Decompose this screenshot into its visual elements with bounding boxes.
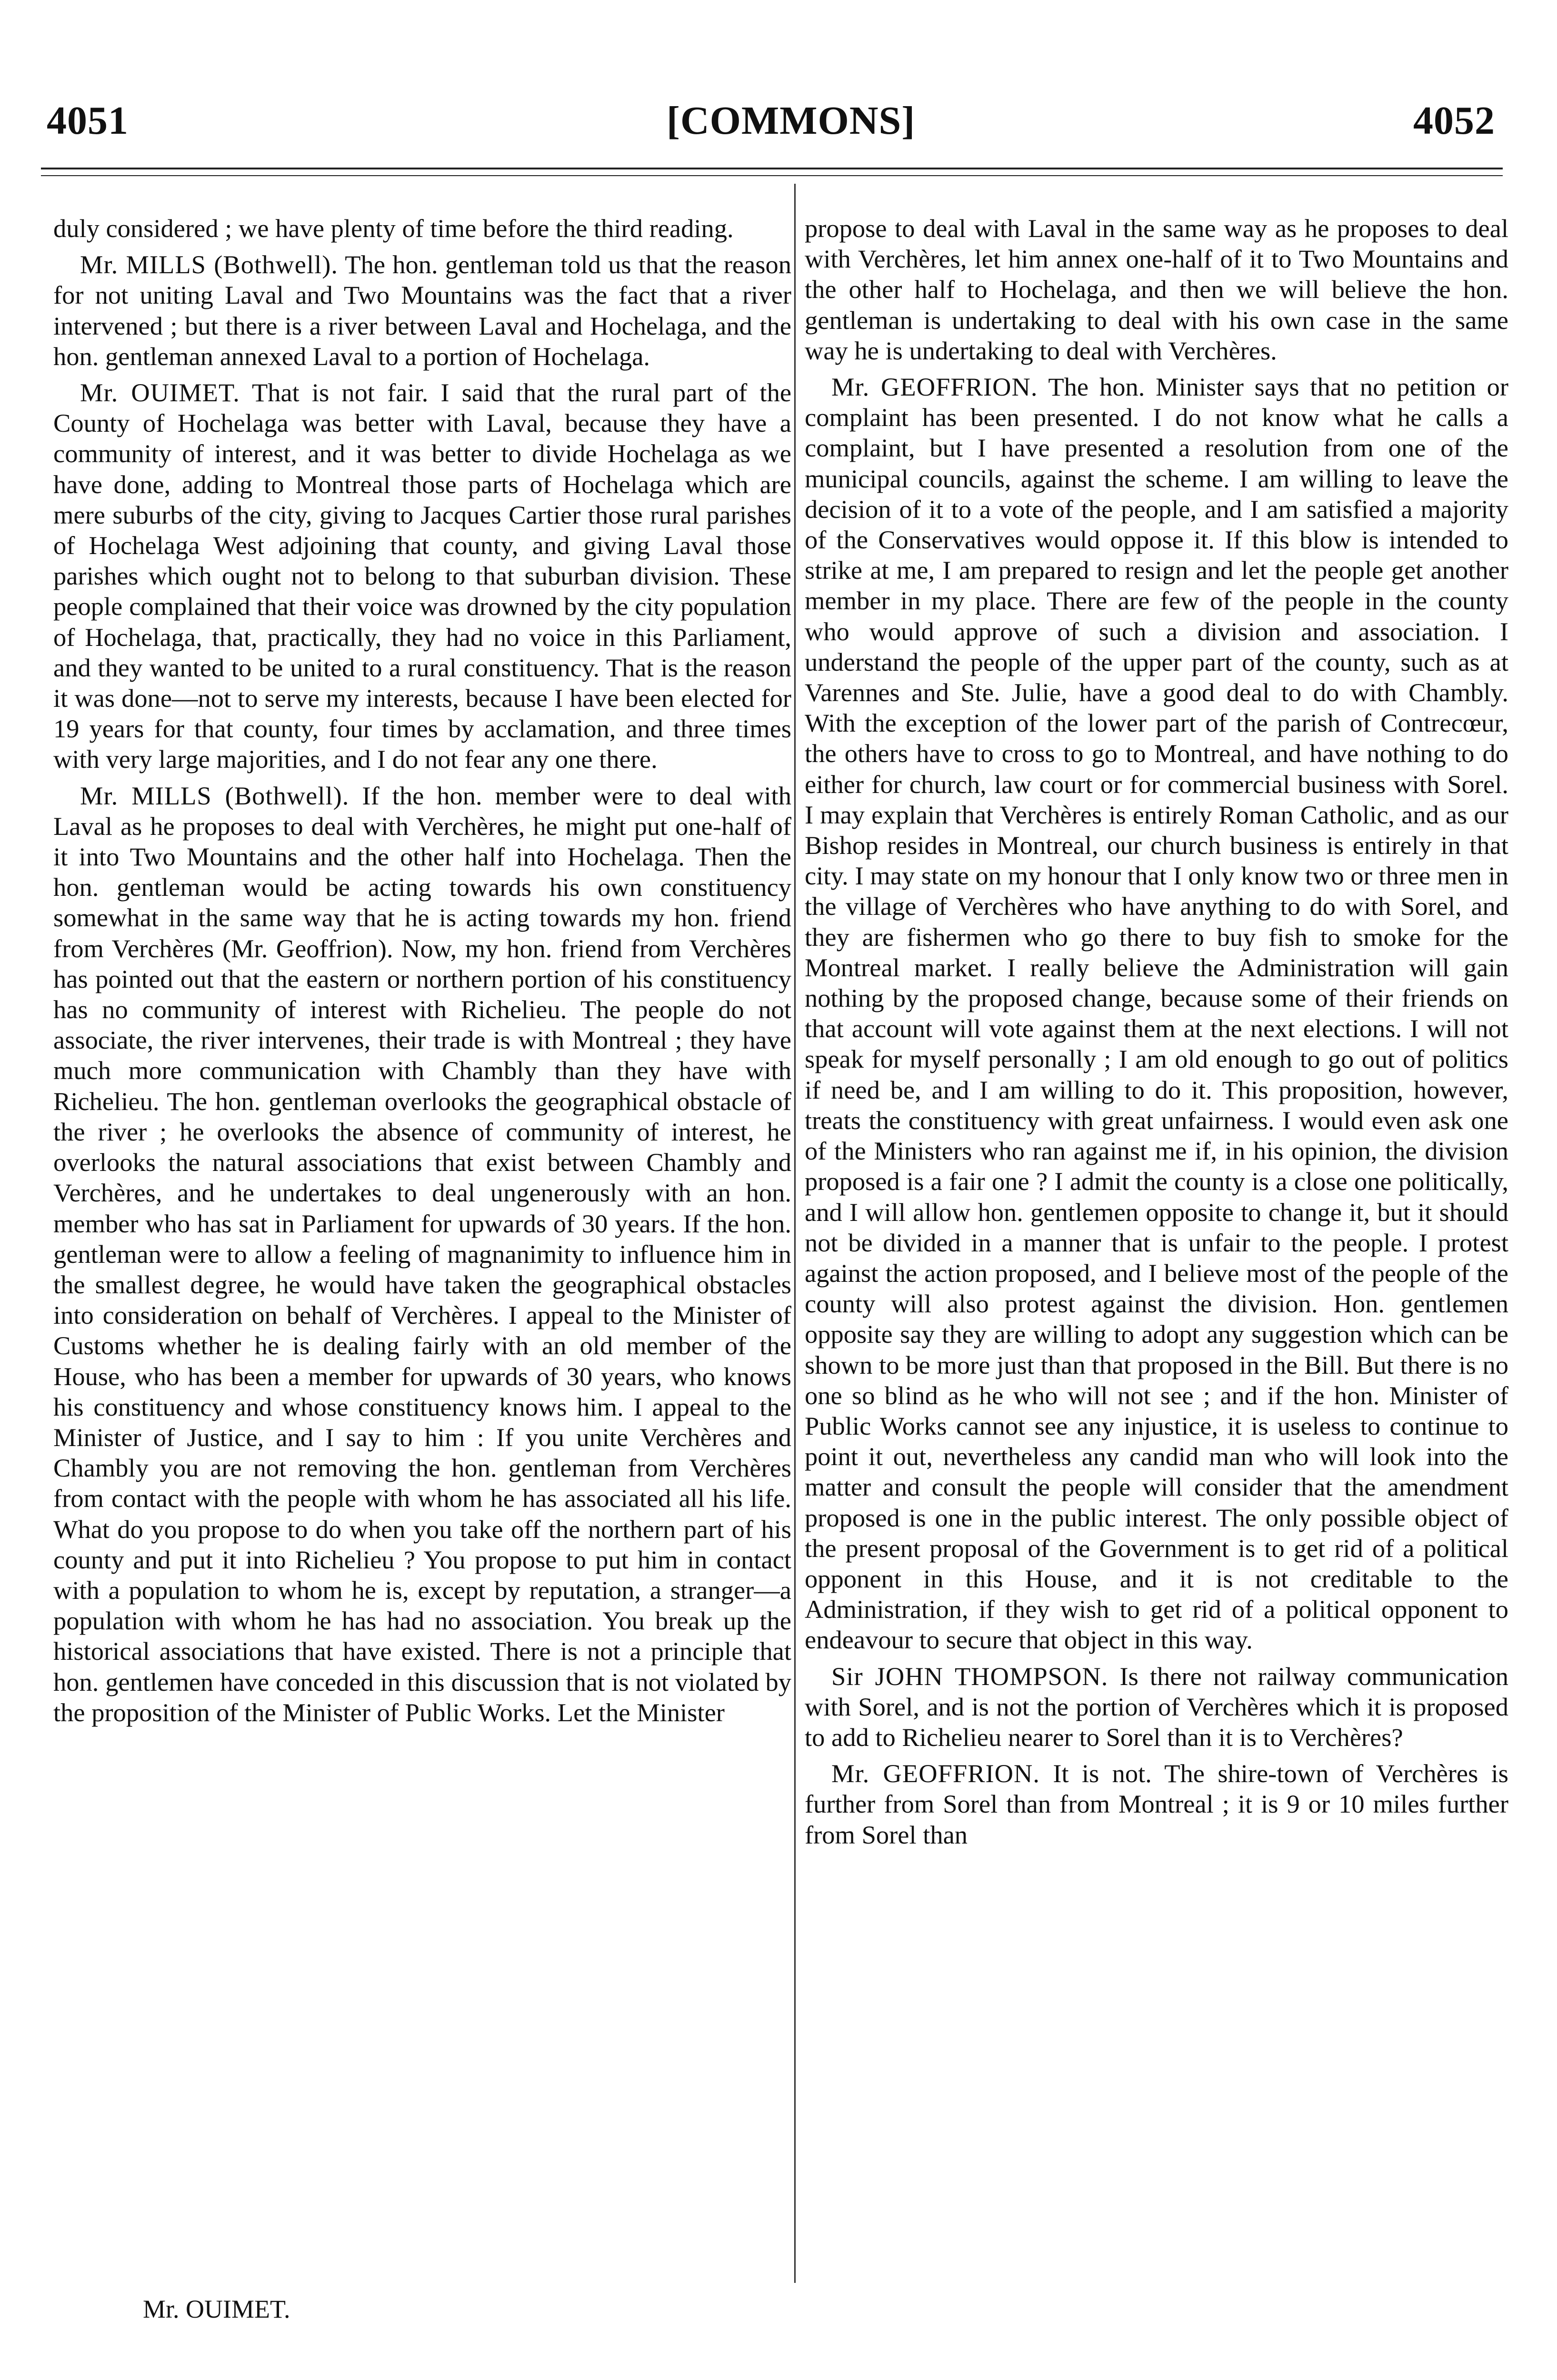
speaker-name: Mr. MILLS (Bothwell). bbox=[80, 250, 338, 279]
paragraph-text: The hon. Minister says that no petition or complaint has been presented. I do not know what he calls a complaint, but I have presented a resolution from one of the municipal councils, against the scheme. I am willing to leave the decision of it to a vote of the people, and I am satisfied a majority of the Conservatives would oppose it. If this blow is intended to strike at me, I am prepared to resign and let the people get another member in my place. There are few of the people in the county who would approve of such a division and association. I understand the people of the upper part of the county, such as at Varennes and Ste. Julie, have a good deal to do with Chambly. With the exception of the lower part of the parish of Contrecœur, the others have to cross to go to Montreal, and have nothing to do either for church, law court or for commercial business with Sorel. I may explain that Verchères is entirely Roman Catholic, and as our Bishop resides in Montreal, our church business is entirely in that city. I may state on my honour that I only know two or three men in the village of Verchères who have anything to do with Sorel, and they are fishermen who go there to buy fish to smoke for the Montreal market. I really believe the Administration will gain nothing by the proposed change, because some of their friends on that account will vote against them at the next elections. I will not speak for myself personally ; I am old enough to go out of politics if need be, and I am willing to do it. This proposition, however, treats the constituency with great unfairness. I would even ask one of the Ministers who ran against me if, in his opinion, the division proposed is a fair one ? I admit the county is a close one politically, and I will allow hon. gentlemen opposite to change it, but it should not be divided in a manner that is unfair to the people. I protest against the action proposed, and I believe most of the people of the county will also protest against the division. Hon. gentlemen opposite say they are willing to adopt any suggestion which can be shown to be more just than that proposed in the Bill. But there is no one so blind as he who will not see ; and if the hon. Minister of Public Works cannot see any injustice, it is useless to continue to point it out, nevertheless any candid man who will look into the matter and consult the people will consider that the amendment proposed is one in the public interest. The only possible object of the present proposal of the Government is to get rid of a political opponent in this House, and it is not creditable to the Administration, if they wish to get rid of a political opponent to endeavour to secure that object in this way. bbox=[805, 372, 1508, 1655]
speaker-name: Mr. GEOFFRION. bbox=[831, 372, 1038, 402]
right-column bbox=[805, 213, 1508, 2298]
page-number-left: 4051 bbox=[47, 99, 129, 143]
header-rule bbox=[41, 168, 1503, 169]
paragraph-text: It is not. The shire-town of Verchères is further from Sorel than from Montreal ; it is 9 or 10 miles further from Sorel than bbox=[805, 1759, 1508, 1849]
paragraph bbox=[53, 213, 791, 244]
paragraph bbox=[805, 1661, 1508, 1753]
speaker-name: Mr. GEOFFRION. bbox=[831, 1759, 1040, 1788]
paragraph-text: That is not fair. I said that the rural part of the County of Hochelaga was better with Laval, because they have a community of interest, and it was better to divide Hochelaga as we have done, adding to Montreal those parts of Hochelaga which are mere suburbs of the city, giving to Jacques Cartier those rural parishes of Hochelaga West adjoining that county, and giving Laval those parishes which ought not to belong to that suburban division. These people complained that their voice was drowned by the city population of Hochelaga, that, practically, they had no voice in this Parliament, and they wanted to be united to a rural constituency. That is the reason it was done—not to serve my interests, because I have been elected for 19 years for that county, four times by acclamation, and three times with very large majorities, and I do not fear any one there. bbox=[53, 378, 791, 774]
paragraph-text: duly considered ; we have plenty of time before the third reading. bbox=[53, 214, 734, 243]
paragraph bbox=[53, 781, 791, 1728]
speaker-name: Mr. OUIMET. bbox=[80, 378, 240, 407]
paragraph bbox=[53, 249, 791, 372]
page-number-right: 4052 bbox=[1413, 99, 1495, 143]
left-column bbox=[53, 213, 791, 2298]
paragraph bbox=[805, 372, 1508, 1656]
running-header: [COMMONS] bbox=[667, 99, 916, 143]
paragraph-text: propose to deal with Laval in the same way as he proposes to deal with Verchères, let him annex one-half of it to Two Mountains and the other half to Hochelaga, and then we will believe the hon. gentleman is undertaking to deal with his own case in the same way he is undertaking to deal with Verchères. bbox=[805, 214, 1508, 365]
header-rule-thin bbox=[41, 175, 1503, 176]
speaker-name: Mr. MILLS (Bothwell). bbox=[80, 781, 349, 810]
speaker-name: Sir JOHN THOMPSON. bbox=[831, 1661, 1108, 1691]
paragraph-text: Is there not railway communication with Sorel, and is not the portion of Verchères which it is proposed to add to Richelieu nearer to Sorel than it is to Verchères? bbox=[805, 1661, 1508, 1752]
paragraph bbox=[805, 213, 1508, 366]
paragraph-text: The hon. gentleman told us that the reason for not uniting Laval and Two Mountains was the fact that a river intervened ; but there is a river between Laval and Hochelaga, and the hon. gentleman annexed Laval to a portion of Hochelaga. bbox=[53, 250, 791, 371]
paragraph bbox=[53, 377, 791, 775]
paragraph-text: If the hon. member were to deal with Laval as he proposes to deal with Verchères, he might put one-half of it into Two Mountains and the other half into Hochelaga. Then the hon. gentleman would be acting towards his own constituency somewhat in the same way that he is acting towards my hon. friend from Verchères (Mr. Geoffrion). Now, my hon. friend from Verchères has pointed out that the eastern or northern portion of his constituency has no community of interest with Richelieu. The people do not associate, the river intervenes, their trade is with Montreal ; they have much more communication with Chambly than they have with Richelieu. The hon. gentleman overlooks the geographical obstacle of the river ; he overlooks the absence of community of interest, he overlooks the natural associations that exist between Chambly and Verchères, and he undertakes to deal ungenerously with an hon. member who has sat in Parliament for upwards of 30 years. If the hon. gentleman were to allow a feeling of magnanimity to influence him in the smallest degree, he would have taken the geographical obstacles into consideration on behalf of Verchères. I appeal to the Minister of Customs whether he is dealing fairly with an old member of the House, who has been a member for upwards of 30 years, who knows his constituency and whose constituency knows him. I appeal to the Minister of Justice, and I say to him : If you unite Verchères and Chambly you are not removing the hon. gentleman from Verchères from contact with the people with whom he has associated all his life. What do you propose to do when you take off the northern part of his county and put it into Richelieu ? You propose to put him in contact with a population to whom he is, except by reputation, a stranger—a population with whom he has had no association. You break up the historical associations that have existed. There is not a principle that hon. gentlemen have conceded in this discussion that is not violated by the proposition of the Minister of Public Works. Let the Minister bbox=[53, 781, 791, 1727]
column-divider bbox=[794, 184, 796, 2283]
paragraph bbox=[805, 1758, 1508, 1850]
footer-speaker-tag: Mr. OUIMET. bbox=[143, 2295, 290, 2323]
